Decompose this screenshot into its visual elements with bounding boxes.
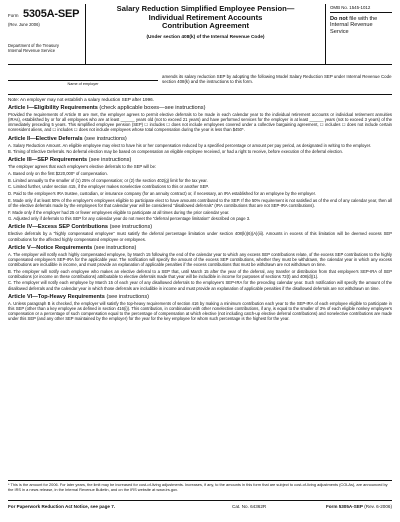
article-paragraph: B. Timing of Elective Deferrals. No deferral election may be based on compensation an eligible employee received, or had a right to receive, before execution of the deferral election. xyxy=(8,149,343,155)
paperwork-notice: For Paperwork Reduction Act Notice, see page 7. xyxy=(8,503,116,509)
employer-statement: amends its salary reduction SEP by adopting the following Model Salary Reduction SEP under Internal Revenue Code section 408(k) and the instructions to this form. xyxy=(162,74,392,85)
article-heading-note: (see instructions) xyxy=(106,293,150,300)
department: Department of the Treasury xyxy=(8,43,59,48)
employer-name-field[interactable] xyxy=(8,74,158,81)
articles xyxy=(8,105,392,321)
article-paragraph: A. Based only on the first $220,000* of compensation. xyxy=(8,171,108,177)
form-header xyxy=(8,4,392,65)
article-paragraph: The employer agrees that each employee's elective deferrals to the SEP will be: xyxy=(8,164,157,170)
employer-row xyxy=(8,74,392,90)
form-subtitle: (Under section 408(k) of the Internal Revenue Code) xyxy=(146,34,265,40)
article-heading xyxy=(8,224,392,230)
article-4 xyxy=(8,224,392,241)
revision-date: (Rev. June 2006) xyxy=(8,22,40,27)
omb-number: OMB No. 1545-1012 xyxy=(330,4,392,13)
article-title: Article I—Eligibility Requirements xyxy=(8,105,98,111)
article-title: Article VI—Top-Heavy Requirements xyxy=(8,293,105,300)
article-heading xyxy=(8,245,392,251)
article-paragraph: A. Salary Reduction Amount. An eligible employee may elect to have his or her compensation reduced by a specified percentage or amount per pay period, as designated in writing to the employer. xyxy=(8,142,372,148)
form-id-block xyxy=(8,4,86,64)
employer-name-field-wrap xyxy=(8,74,158,90)
omb-block xyxy=(326,4,392,64)
note: Note: An employer may not establish a salary reduction SEP after 1996. xyxy=(8,94,392,102)
article-paragraph: Provided the requirements of Article III are met, the employer agrees to permit elective deferrals to be made in each calendar year to the individual retirement accounts or individual retirement annuities (IRAs), established by or for all employees who are at least ______ years old (not to exceed 21 years) and have performed services for the employer in at least ______ years (not to exceed 3 years) of the immediately preceding 5 years. This simplified employee pension (SEP) ☐ includes ☐ does not include employees covered under a collective bargaining agreement, ☐ includes ☐ does not include certain nonresident aliens, and ☐ includes ☐ does not include employees whose total compensation during the year is less than $450*. xyxy=(8,112,392,133)
article-paragraph: A. Unless paragraph B is checked, the employer will satisfy the top-heavy requirements of section 416 by making a minimum contribution each year to the SEP-IRA of each employee eligible to participate in this SEP (other than a key employee as defined in section 416(i)). This contribution, in combination with other nonelective contributions, if any, is equal to the smaller of 3% of each eligible nonkey employee's compensation or a percentage of such compensation equal to the percentage of compensation at which elective (not including catch-up elective deferral contributions) and nonelective contributions are made under this SEP (and any other SEP maintained by the employer) for the year for the key employee for whom such percentage is the highest for the year. xyxy=(8,300,392,322)
article-heading xyxy=(8,105,392,111)
article-5 xyxy=(8,245,392,291)
article-title: Article IV—Excess SEP Contributions xyxy=(8,224,108,231)
form-number: 5305A-SEP xyxy=(22,8,80,20)
file-note: file with the Internal Revenue Service xyxy=(330,16,378,35)
form-label: Form xyxy=(8,13,19,18)
article-heading-note: (see instructions) xyxy=(84,135,127,142)
article-1 xyxy=(8,105,392,133)
page-footer xyxy=(8,500,392,511)
footnote: * This is the amount for 2006. For later years, the limit may be increased for cost-of-living adjustments. Increases, if any, to the amounts in this form that are subject to cost-of-living adjustments (COLAs), are announced by the IRS in a news release, in the Internal Revenue Bulletin, and on the IRS website at www.irs.gov. xyxy=(8,480,392,493)
cat-number: Cat. No. 64362R xyxy=(232,503,267,509)
article-paragraph: B. The employer will notify each employee who makes an elective deferral to a SEP that, until March 15 after the year of the deferral, any transfer or distribution from that employee's SEP-IRA of SEP contributions (or income on these contributions) attributable to elective deferrals made that year will be includible in income for purposes of sections 72(t) and 408(d)(1). xyxy=(8,268,392,279)
irs-label: Internal Revenue Service xyxy=(8,48,56,53)
footer-form-number: Form 5305A-SEP xyxy=(325,503,363,509)
article-paragraph: A. The employer will notify each highly compensated employee, by March 15 following the end of the calendar year to which any excess SEP contributions relate, of the excess SEP contributions to the highly compensated employee's SEP-IRA for the applicable year. The notification will specify the amount of the excess SEP contributions, whether they must be withdrawn, the calendar year in which any excess contributions are includible in income, and must provide an explanation of applicable penalties if the excess contributions that must be withdrawn are not withdrawn on time. xyxy=(8,251,392,267)
article-heading xyxy=(8,157,392,163)
article-heading-note: (see instructions) xyxy=(88,157,132,164)
article-paragraph: F. Made only if the employer had 25 or fewer employees eligible to participate at all times during the prior calendar year. xyxy=(8,209,230,215)
article-paragraph: G. Adjusted only if deferrals to this SEP for any calendar year do not meet the "deferral percentage limitation" described on page 3. xyxy=(8,216,251,222)
article-6 xyxy=(8,294,392,322)
employer-name-caption: Name of employer xyxy=(67,82,99,86)
article-paragraph: C. The employer will notify each employee by March 15 of each year of any disallowed deferrals to the employee's SEP-IRA for the preceding calendar year. Such notification will specify the amount of the disallowed deferrals and the calendar year in which those deferrals are includible in income and must provide an explanation of applicable penalties if the disallowed deferrals are not withdrawn on time. xyxy=(8,280,392,291)
article-3 xyxy=(8,157,392,221)
article-heading-note: (see instructions) xyxy=(93,244,137,251)
footer-form-id xyxy=(302,504,392,509)
article-paragraph: C. Limited further, under section 415, if the employer makes nonelective contributions to this or another SEP. xyxy=(8,184,209,190)
article-heading-note: (check applicable boxes—see instructions) xyxy=(99,105,206,111)
form-title-block xyxy=(86,4,326,64)
article-paragraph: E. Made only if at least 50% of the employer's employees eligible to participate elect to have amounts contributed to the SEP. If the 50% requirement is not satisfied as of the end of any calendar year, then all of the elective deferrals made by the employees for that calendar year will be considered "disallowed deferrals" (IRA contributions that are not SEP-IRA contributions). xyxy=(8,197,392,208)
form-title-line1: Salary Reduction Simplified Employee Pension— xyxy=(116,4,295,13)
article-title: Article V—Notice Requirements xyxy=(8,244,93,251)
footer-revision: (Rev. 6-2006) xyxy=(364,503,392,509)
article-paragraph: D. Paid to the employee's IRA trustee, custodian, or insurance company (for an annuity contract) or, if necessary, an IRA established for an employee by the employer. xyxy=(8,191,316,197)
article-title: Article III—SEP Requirements xyxy=(8,157,88,164)
do-not-label: Do not xyxy=(330,16,348,22)
article-heading-note: (see instructions) xyxy=(109,224,153,231)
do-not-file-note xyxy=(330,16,392,35)
article-paragraph: B. Limited annually to the smaller of (1) 25% of compensation; or (2) the section 402(g) limit for the tax year. xyxy=(8,177,208,183)
article-heading xyxy=(8,136,392,142)
form-title-line3: Contribution Agreement xyxy=(161,21,250,31)
article-2 xyxy=(8,136,392,155)
form-title-line2: Individual Retirement Accounts xyxy=(148,12,263,22)
form-page xyxy=(8,4,392,514)
article-paragraph: Elective deferrals by a "highly compensated employee" must satisfy the deferral percentage limitation under section 408(k)(6)(A)(iii). Amounts in excess of this limitation will be deemed excess SEP contributions for the affected highly compensated employee or employees. xyxy=(8,231,392,242)
article-title: Article II—Elective Deferrals xyxy=(8,135,83,142)
article-heading xyxy=(8,294,392,300)
